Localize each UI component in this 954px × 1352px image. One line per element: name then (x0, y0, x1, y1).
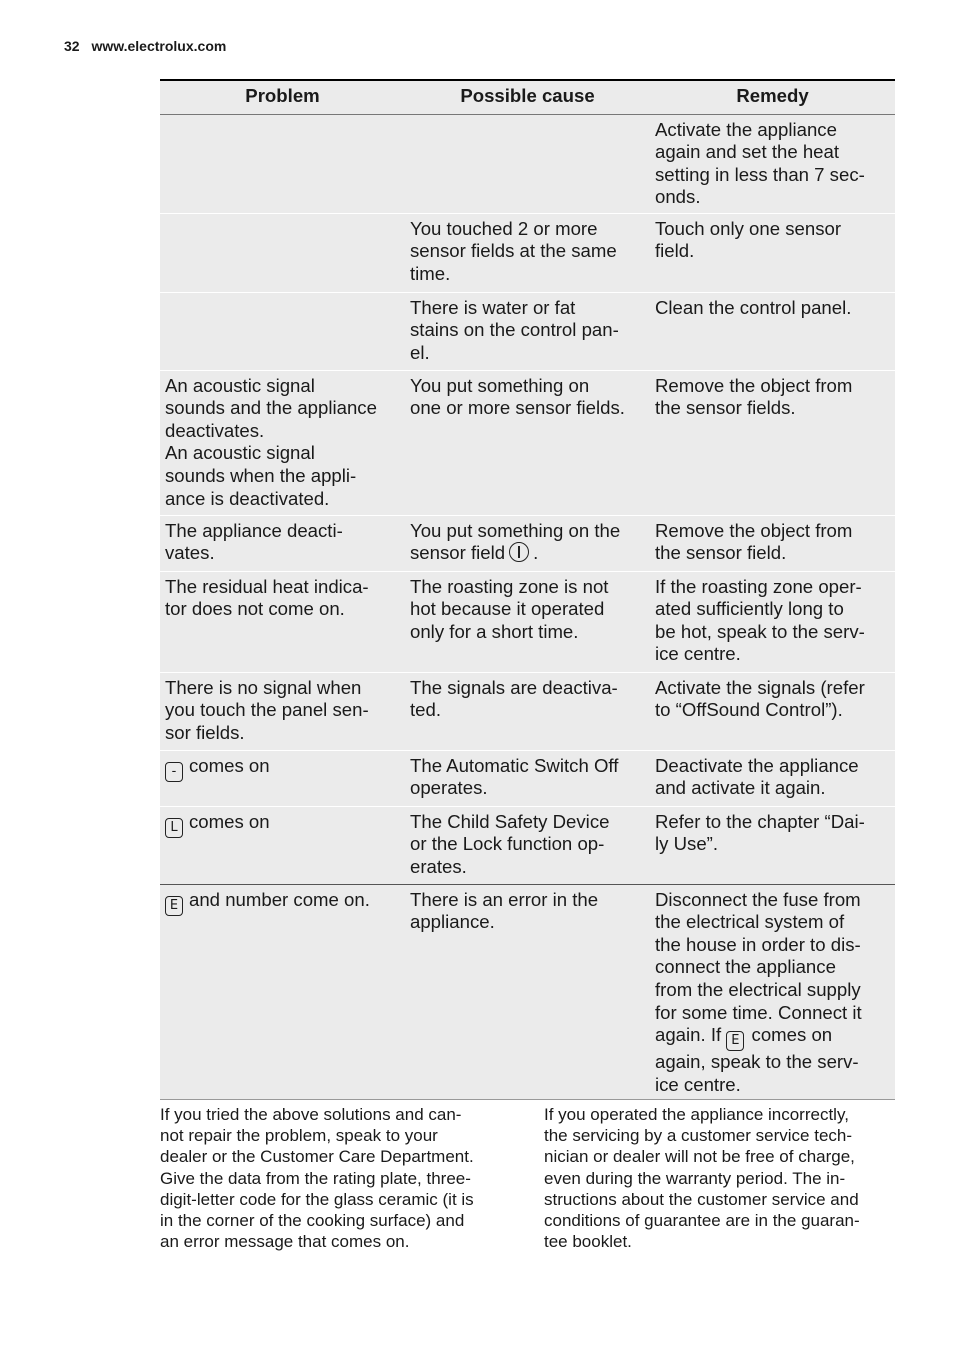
cause-cell: You put something on one or more sensor fields. (410, 374, 625, 419)
cause-cell: There is water or fat stains on the control pan- el. (410, 296, 619, 363)
footer-right-paragraph: If you operated the appliance incorrectly, the servicing by a customer service tech- nician or dealer will not be free of charge, even during the warranty period. The in- structions about the customer service and conditions of guarantee are in the guaran- tee booklet. (544, 1105, 860, 1252)
problem-text: comes on (189, 810, 270, 832)
table-row (160, 293, 895, 371)
table-header-row (160, 81, 895, 115)
cause-text: You put something on the sensor field (410, 519, 621, 564)
cause-cell: The Child Safety Device or the Lock function op- erates. (410, 810, 610, 877)
cause-cell: You touched 2 or more sensor fields at the same time. (410, 217, 617, 284)
problem-cell: The residual heat indica- tor does not come on. (165, 575, 369, 620)
remedy-cell: Touch only one sensor field. (655, 217, 842, 262)
cause-cell: The signals are deactiva- ted. (410, 676, 618, 721)
page-header (64, 38, 234, 54)
error-display-icon: E (726, 1031, 744, 1051)
problem-cell: There is no signal when you touch the panel sen- sor fields. (165, 676, 369, 743)
troubleshooting-table (160, 79, 895, 1100)
table-row (160, 516, 895, 572)
problem-cell: An acoustic signal sounds and the appliance deactivates. An acoustic signal sounds when the appli- ance is deactivated. (165, 374, 377, 509)
table-row (160, 807, 895, 885)
remedy-cell: If the roasting zone oper- ated sufficiently long to be hot, speak to the serv- ice centre. (655, 575, 865, 665)
table-row (160, 115, 895, 214)
column-header-cause: Possible cause (460, 85, 595, 106)
page-number: 32 (64, 38, 80, 54)
table-row (160, 885, 895, 1100)
problem-cell (160, 885, 405, 1099)
problem-cell: The appliance deacti- vates. (165, 519, 343, 564)
remedy-cell: Refer to the chapter “Dai- ly Use”. (655, 810, 865, 855)
website-url: www.electrolux.com (91, 38, 227, 54)
cause-cell: The Automatic Switch Off operates. (410, 754, 619, 799)
footer-left-paragraph: If you tried the above solutions and can- not repair the problem, speak to your dealer or the Customer Care Department. Give the data from the rating plate, three- digit-letter code for the glass ceramic (it is in the corner of the cooking surface) and an error message that comes on. (160, 1105, 474, 1252)
cause-text-end: . (533, 542, 539, 564)
table-row (160, 371, 895, 516)
column-header-remedy: Remedy (736, 85, 809, 106)
power-icon (509, 542, 529, 562)
column-header-problem: Problem (245, 85, 320, 106)
problem-cell (160, 807, 405, 884)
problem-cell (160, 293, 405, 370)
remedy-text: Disconnect the fuse from the electrical system of the house in order to dis- connect the appliance from the electrical supply for some time. Connect it again. If (655, 888, 862, 1046)
cause-cell: The roasting zone is not hot because it operated only for a short time. (410, 575, 609, 642)
remedy-text-end: comes on again, speak to the serv- ice centre. (655, 1024, 859, 1095)
remedy-cell (650, 885, 895, 1099)
table-row (160, 572, 895, 673)
remedy-cell: Clean the control panel. (655, 296, 852, 318)
remedy-cell: Remove the object from the sensor fields. (655, 374, 853, 419)
table-row (160, 673, 895, 751)
cause-cell: There is an error in the appliance. (410, 888, 599, 933)
remedy-cell: Deactivate the appliance and activate it again. (655, 754, 859, 799)
problem-text: and number come on. (189, 888, 370, 910)
remedy-cell: Activate the appliance again and set the heat setting in less than 7 sec- onds. (655, 118, 865, 208)
problem-cell (160, 115, 405, 213)
dash-display-icon: - (165, 762, 183, 782)
table-row (160, 751, 895, 807)
table-row (160, 214, 895, 293)
remedy-cell: Activate the signals (refer to “OffSound Control”). (655, 676, 865, 721)
problem-text: comes on (189, 754, 270, 776)
problem-cell (160, 214, 405, 292)
cause-cell (405, 115, 650, 213)
error-display-icon: E (165, 896, 183, 916)
remedy-cell: Remove the object from the sensor field. (655, 519, 853, 564)
cause-cell (405, 516, 650, 571)
lock-display-icon: L (165, 818, 183, 838)
problem-cell (160, 751, 405, 806)
